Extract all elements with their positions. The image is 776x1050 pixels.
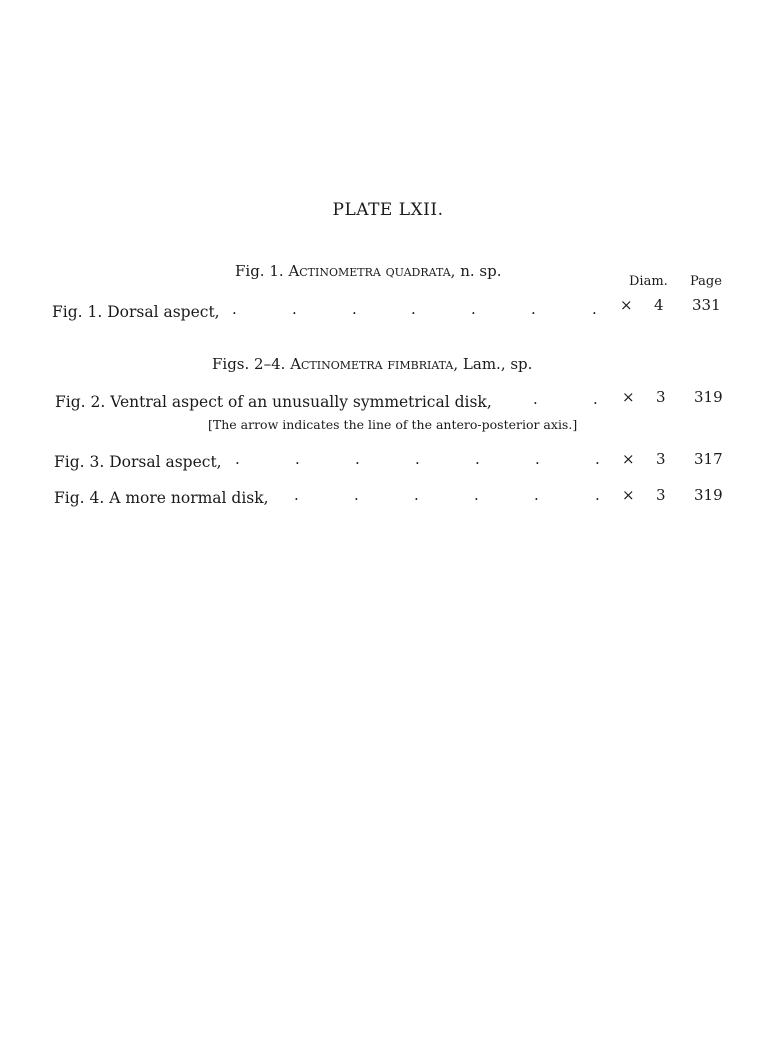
section-fig-label: Figs. 2–4. <box>212 355 286 373</box>
section-fig-label: Fig. 1. <box>235 262 284 280</box>
row-description: Dorsal aspect, <box>107 303 220 321</box>
row-page: 319 <box>694 388 723 406</box>
section-species: Actinometra quadrata, <box>288 262 456 280</box>
section-species-suffix: n. sp. <box>460 262 502 280</box>
leader-dots: . . <box>533 390 598 408</box>
row-fig-label: Fig. 1. <box>52 303 103 321</box>
row-page: 317 <box>694 450 723 468</box>
row-note: [The arrow indicates the line of the antero-posterior axis.] <box>208 417 578 432</box>
section-heading-2 <box>212 355 532 373</box>
row-diam: 4 <box>654 296 664 314</box>
row-diam: 3 <box>656 486 666 504</box>
row-fig-label: Fig. 3. <box>54 453 105 471</box>
row-description: Dorsal aspect, <box>109 453 222 471</box>
column-header-page: Page <box>690 274 722 289</box>
leader-dots: . . . . . . . <box>235 450 600 468</box>
section-heading-1 <box>235 262 501 280</box>
row-page: 319 <box>694 486 723 504</box>
row-diam: 3 <box>656 388 666 406</box>
row-page: 331 <box>692 296 721 314</box>
leader-dots: . . . . . . <box>294 486 600 504</box>
column-header-diam: Diam. <box>629 274 668 289</box>
section-species-suffix: Lam., sp. <box>462 355 533 373</box>
times-sign: × <box>622 486 635 504</box>
leader-dots: . . . . . . . <box>232 300 597 318</box>
row-description: Ventral aspect of an unusually symmetrical disk, <box>110 393 492 411</box>
section-species: Actinometra fimbriata, <box>290 355 459 373</box>
times-sign: × <box>622 450 635 468</box>
row-description: A more normal disk, <box>109 489 269 507</box>
row-fig-label: Fig. 2. <box>55 393 106 411</box>
row-fig-label: Fig. 4. <box>54 489 105 507</box>
row-diam: 3 <box>656 450 666 468</box>
times-sign: × <box>622 388 635 406</box>
plate-title: PLATE LXII. <box>332 200 444 220</box>
times-sign: × <box>620 296 633 314</box>
